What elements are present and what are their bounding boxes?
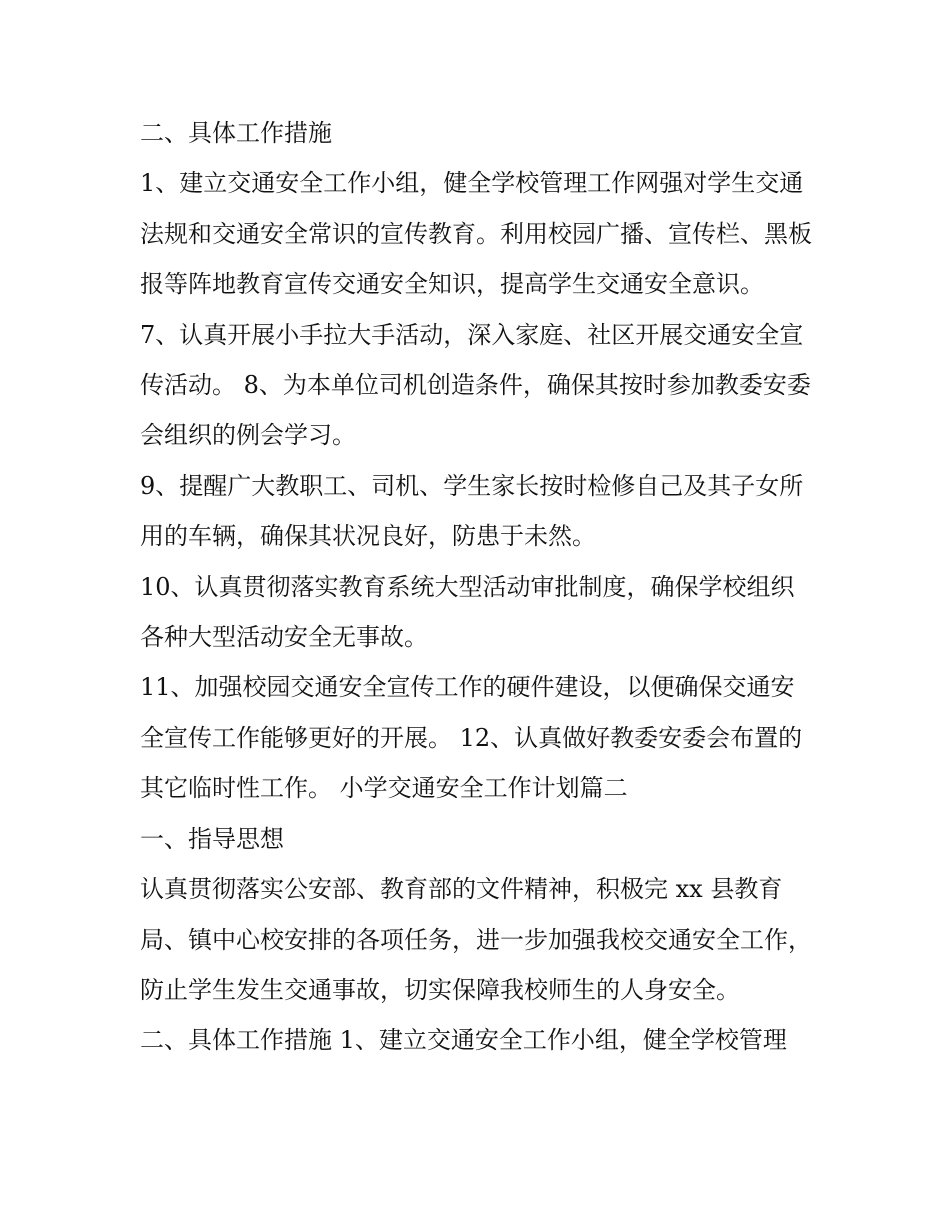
section-heading: 一、指导思想 [140, 824, 284, 853]
paragraph: 认真贯彻落实公安部、教育部的文件精神，积极完 xx 县教育局、镇中心校安排的各项任务，进一步加强我校交通安全工作，防止学生发生交通事故，切实保障我校师生的人身安全。 [140, 875, 812, 1004]
document-body [140, 108, 812, 1066]
paragraph: 11、加强校园交通安全宣传工作的硬件建设，以便确保交通安全宣传工作能够更好的开展。 12、认真做好教委安委会布置的其它临时性工作。 小学交通安全工作计划篇二 [140, 673, 803, 803]
paragraph: 9、提醒广大教职工、司机、学生家长按时检修自己及其子女所用的车辆，确保其状况良好，防患于未然。 [140, 471, 804, 551]
paragraph: 10、认真贯彻落实教育系统大型活动审批制度，确保学校组织各种大型活动安全无事故。 [140, 572, 795, 652]
section-heading: 二、具体工作措施 [140, 119, 332, 147]
paragraph: 7、认真开展小手拉大手活动，深入家庭、社区开展交通安全宣传活动。 8、为本单位司机创造条件，确保其按时参加教委安委会组织的例会学习。 [140, 320, 811, 450]
paragraph: 二、具体工作措施 1、建立交通安全工作小组，健全学校管理 [140, 1026, 787, 1055]
paragraph: 1、建立交通安全工作小组，健全学校管理工作网强对学生交通法规和交通安全常识的宣传教育。利用校园广播、宣传栏、黑板报等阵地教育宣传交通安全知识，提高学生交通安全意识。 [140, 169, 812, 299]
